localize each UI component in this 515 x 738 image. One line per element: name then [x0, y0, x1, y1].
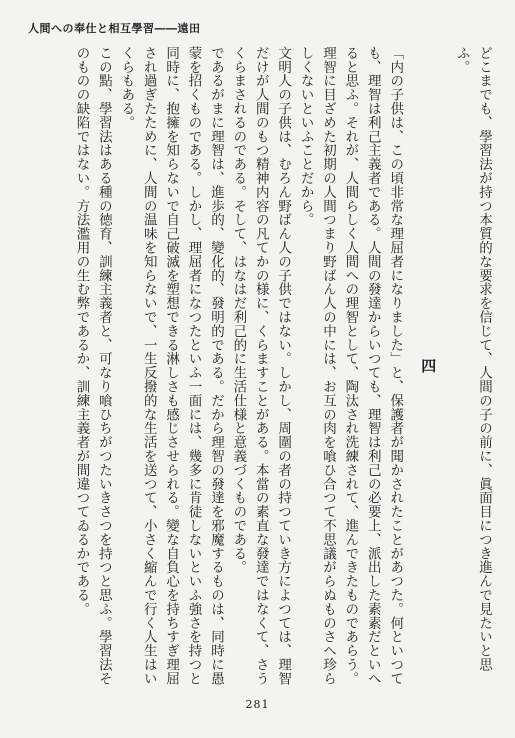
paragraph-4: であるがまに理智は、進歩的、變化的、發明的である。だから理智の發達を邪魔するものは、同時に愚蒙を招くものである。しかし、理屈者になつたといふ一面には、幾多に肯徒しないといふ強さを持つと同時に、抱擁を知らないで自己破滅を塑想できる淋しさも感じさせられる。變な自負心を持ちすぎ理屈され過ぎたために、人間の温味を知らないで、一生反撥的な生活を送つて、小さく縮んで行く人生はいくらもある。 — [118, 46, 224, 686]
section-number: 四 — [419, 358, 438, 374]
paragraph-2: 「内の子供は、この頃非常な理屈者になりました」と、保護者が聞かされたことがあつた。何といつても、理智は利己主義者である。人間の發達からいつても、理智は利己の必要上、派出した素素だといへると思ふ。それが、人間らしく人間への理智として、陶汰され洗練されて、進んできたものであらう。理智に目ざめた初期の人間つまり野ばん人の中には、お互の肉を喰ひ合つて不思議がらぬものさへ珍らしくないといふことだから。 — [297, 46, 404, 686]
body-text — [40, 46, 495, 686]
running-head: 人間への奉仕と相互學習――遠田 — [28, 22, 201, 35]
page-number: 281 — [245, 698, 270, 711]
paragraph-5: この點、學習法はある種の徳育、訓練主義者と、可なり喰ひちがつたいきさつを持つと思ふ。學習法そのものの缺陷ではない。方法濫用の生む弊であるか、訓練主義者が間違つてゐるかである。 — [73, 46, 112, 686]
paragraph-1: どこまでも、學習法が持つ本質的な要求を信じて、人間の子の前に、眞面目につき進んで見たいと思ふ。 — [453, 46, 492, 672]
paragraph-3: 文明人の子供は、むろん野ばん人の子供ではない。しかし、周圍の者の持つていき方によつては、理智だけが人間のもつ精神内容の凡てかの様に、くらますことがある。本當の素直な發達ではなくて、さうくらまされるのである。そして、はなはだ利己的に生活仕様と意義づくものである。 — [230, 46, 292, 686]
